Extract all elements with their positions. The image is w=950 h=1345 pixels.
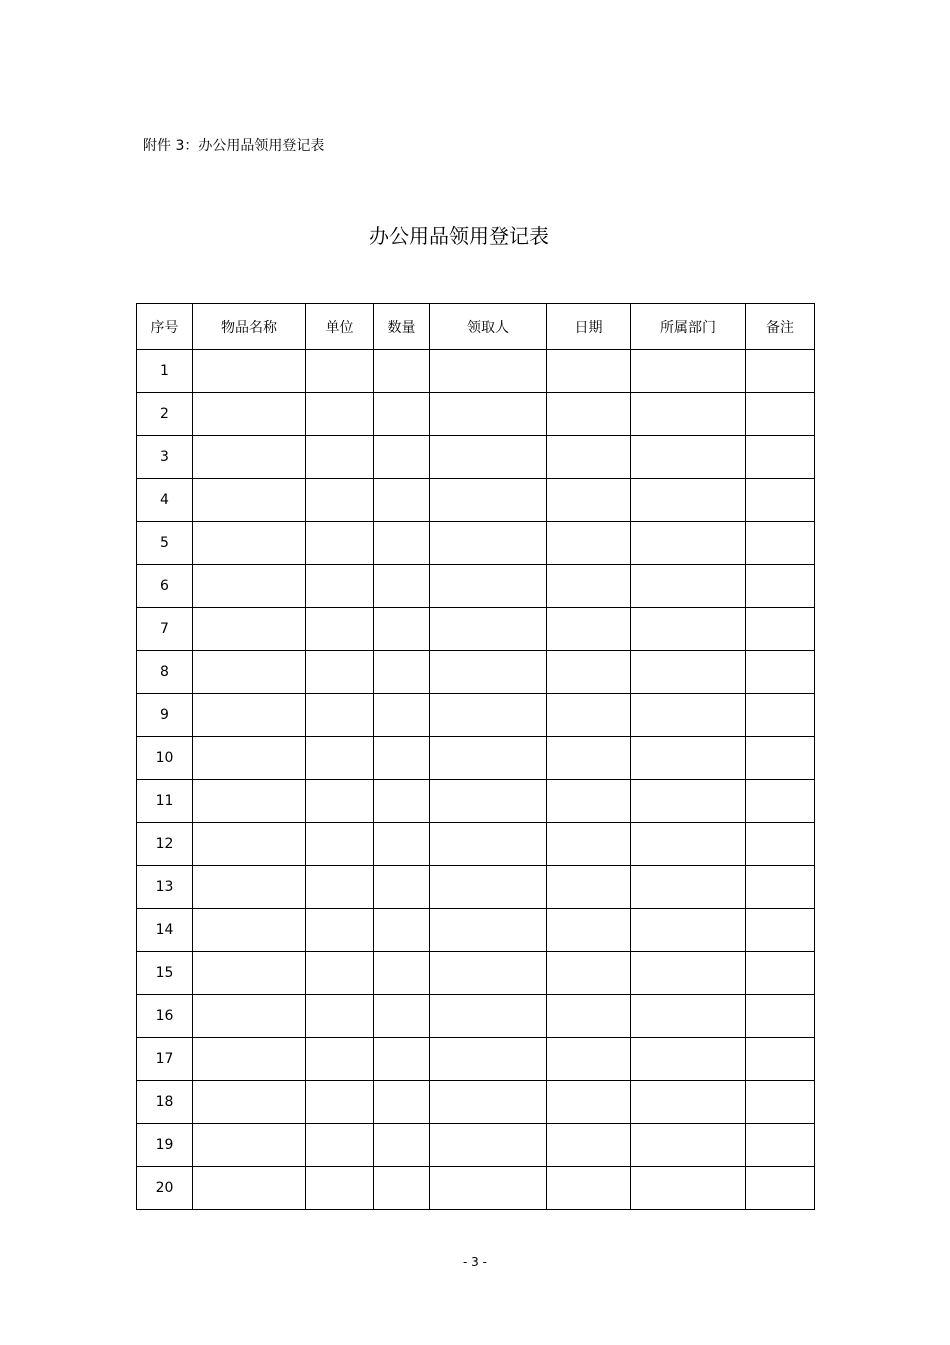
- cell-department: [631, 694, 746, 737]
- document-title: 办公用品领用登记表: [369, 224, 549, 248]
- cell-remarks: [746, 909, 815, 952]
- cell-date: [547, 479, 631, 522]
- cell-item-name: [193, 1038, 306, 1081]
- cell-quantity: [374, 909, 430, 952]
- cell-item-name: [193, 909, 306, 952]
- cell-quantity: [374, 780, 430, 823]
- cell-date: [547, 608, 631, 651]
- cell-date: [547, 522, 631, 565]
- cell-recipient: [430, 1167, 547, 1210]
- cell-serial-no: 17: [137, 1038, 193, 1081]
- cell-recipient: [430, 393, 547, 436]
- cell-department: [631, 823, 746, 866]
- cell-date: [547, 995, 631, 1038]
- table-header-row: [137, 304, 815, 350]
- cell-department: [631, 1167, 746, 1210]
- cell-remarks: [746, 995, 815, 1038]
- column-header-quantity: 数量: [374, 304, 430, 350]
- cell-unit: [306, 608, 374, 651]
- cell-recipient: [430, 1081, 547, 1124]
- office-supplies-register-table: [136, 303, 815, 1210]
- column-header-recipient: 领取人: [430, 304, 547, 350]
- cell-remarks: [746, 866, 815, 909]
- cell-date: [547, 651, 631, 694]
- page-number: - 3 -: [463, 1255, 487, 1269]
- cell-quantity: [374, 694, 430, 737]
- cell-recipient: [430, 780, 547, 823]
- table-row: [137, 1038, 815, 1081]
- cell-recipient: [430, 866, 547, 909]
- table-row: [137, 565, 815, 608]
- cell-unit: [306, 694, 374, 737]
- cell-serial-no: 7: [137, 608, 193, 651]
- cell-department: [631, 995, 746, 1038]
- cell-unit: [306, 565, 374, 608]
- cell-serial-no: 6: [137, 565, 193, 608]
- cell-quantity: [374, 565, 430, 608]
- cell-department: [631, 952, 746, 995]
- cell-recipient: [430, 350, 547, 393]
- cell-unit: [306, 1081, 374, 1124]
- cell-quantity: [374, 823, 430, 866]
- cell-item-name: [193, 565, 306, 608]
- cell-serial-no: 4: [137, 479, 193, 522]
- cell-serial-no: 5: [137, 522, 193, 565]
- cell-remarks: [746, 1038, 815, 1081]
- cell-serial-no: 8: [137, 651, 193, 694]
- cell-recipient: [430, 522, 547, 565]
- table-row: [137, 995, 815, 1038]
- cell-department: [631, 565, 746, 608]
- cell-recipient: [430, 909, 547, 952]
- cell-unit: [306, 1167, 374, 1210]
- cell-quantity: [374, 436, 430, 479]
- cell-remarks: [746, 608, 815, 651]
- table-row: [137, 823, 815, 866]
- cell-department: [631, 780, 746, 823]
- cell-quantity: [374, 608, 430, 651]
- cell-date: [547, 393, 631, 436]
- cell-remarks: [746, 694, 815, 737]
- cell-unit: [306, 350, 374, 393]
- table-row: [137, 479, 815, 522]
- cell-item-name: [193, 995, 306, 1038]
- cell-date: [547, 737, 631, 780]
- cell-serial-no: 13: [137, 866, 193, 909]
- table-row: [137, 350, 815, 393]
- cell-quantity: [374, 1038, 430, 1081]
- cell-date: [547, 823, 631, 866]
- cell-recipient: [430, 1038, 547, 1081]
- cell-remarks: [746, 651, 815, 694]
- cell-date: [547, 909, 631, 952]
- table-body: [137, 350, 815, 1210]
- cell-quantity: [374, 522, 430, 565]
- cell-department: [631, 651, 746, 694]
- cell-date: [547, 866, 631, 909]
- table-row: [137, 780, 815, 823]
- cell-department: [631, 1124, 746, 1167]
- cell-item-name: [193, 1167, 306, 1210]
- cell-remarks: [746, 479, 815, 522]
- table-row: [137, 436, 815, 479]
- cell-unit: [306, 1124, 374, 1167]
- cell-remarks: [746, 737, 815, 780]
- cell-recipient: [430, 952, 547, 995]
- cell-item-name: [193, 866, 306, 909]
- cell-item-name: [193, 608, 306, 651]
- cell-item-name: [193, 952, 306, 995]
- cell-item-name: [193, 1124, 306, 1167]
- cell-department: [631, 737, 746, 780]
- cell-recipient: [430, 995, 547, 1038]
- cell-quantity: [374, 1124, 430, 1167]
- cell-remarks: [746, 1124, 815, 1167]
- cell-unit: [306, 909, 374, 952]
- table-row: [137, 1124, 815, 1167]
- table-row: [137, 651, 815, 694]
- cell-remarks: [746, 350, 815, 393]
- cell-serial-no: 20: [137, 1167, 193, 1210]
- cell-serial-no: 15: [137, 952, 193, 995]
- cell-department: [631, 522, 746, 565]
- cell-serial-no: 10: [137, 737, 193, 780]
- table-row: [137, 909, 815, 952]
- cell-item-name: [193, 780, 306, 823]
- cell-item-name: [193, 522, 306, 565]
- cell-quantity: [374, 651, 430, 694]
- cell-department: [631, 436, 746, 479]
- cell-recipient: [430, 694, 547, 737]
- cell-item-name: [193, 479, 306, 522]
- cell-unit: [306, 479, 374, 522]
- cell-unit: [306, 823, 374, 866]
- cell-quantity: [374, 952, 430, 995]
- cell-unit: [306, 780, 374, 823]
- cell-remarks: [746, 522, 815, 565]
- cell-serial-no: 14: [137, 909, 193, 952]
- cell-recipient: [430, 651, 547, 694]
- cell-date: [547, 694, 631, 737]
- cell-quantity: [374, 1081, 430, 1124]
- cell-remarks: [746, 952, 815, 995]
- table-row: [137, 952, 815, 995]
- attachment-label: 附件 3：办公用品领用登记表: [143, 138, 325, 154]
- cell-date: [547, 565, 631, 608]
- table-row: [137, 866, 815, 909]
- cell-department: [631, 350, 746, 393]
- cell-date: [547, 952, 631, 995]
- cell-unit: [306, 1038, 374, 1081]
- table-row: [137, 1081, 815, 1124]
- table-row: [137, 608, 815, 651]
- cell-quantity: [374, 479, 430, 522]
- column-header-remarks: 备注: [746, 304, 815, 350]
- cell-quantity: [374, 995, 430, 1038]
- table-row: [137, 694, 815, 737]
- cell-unit: [306, 995, 374, 1038]
- cell-item-name: [193, 823, 306, 866]
- cell-serial-no: 9: [137, 694, 193, 737]
- cell-serial-no: 11: [137, 780, 193, 823]
- cell-remarks: [746, 393, 815, 436]
- cell-date: [547, 1167, 631, 1210]
- cell-remarks: [746, 565, 815, 608]
- cell-unit: [306, 737, 374, 780]
- cell-quantity: [374, 393, 430, 436]
- table-row: [137, 522, 815, 565]
- table-row: [137, 393, 815, 436]
- cell-department: [631, 909, 746, 952]
- cell-unit: [306, 952, 374, 995]
- cell-unit: [306, 651, 374, 694]
- cell-date: [547, 780, 631, 823]
- cell-serial-no: 19: [137, 1124, 193, 1167]
- cell-date: [547, 1081, 631, 1124]
- column-header-unit: 单位: [306, 304, 374, 350]
- cell-recipient: [430, 1124, 547, 1167]
- table-row: [137, 737, 815, 780]
- cell-department: [631, 479, 746, 522]
- cell-recipient: [430, 479, 547, 522]
- cell-serial-no: 2: [137, 393, 193, 436]
- cell-unit: [306, 436, 374, 479]
- cell-recipient: [430, 608, 547, 651]
- cell-date: [547, 1124, 631, 1167]
- cell-quantity: [374, 866, 430, 909]
- cell-serial-no: 18: [137, 1081, 193, 1124]
- column-header-serial-no: 序号: [137, 304, 193, 350]
- cell-quantity: [374, 350, 430, 393]
- cell-department: [631, 1038, 746, 1081]
- cell-item-name: [193, 1081, 306, 1124]
- cell-unit: [306, 522, 374, 565]
- cell-remarks: [746, 1167, 815, 1210]
- cell-serial-no: 16: [137, 995, 193, 1038]
- table-row: [137, 1167, 815, 1210]
- cell-recipient: [430, 823, 547, 866]
- cell-serial-no: 1: [137, 350, 193, 393]
- cell-recipient: [430, 436, 547, 479]
- cell-item-name: [193, 350, 306, 393]
- cell-quantity: [374, 1167, 430, 1210]
- cell-serial-no: 12: [137, 823, 193, 866]
- cell-department: [631, 866, 746, 909]
- cell-item-name: [193, 694, 306, 737]
- cell-remarks: [746, 1081, 815, 1124]
- column-header-date: 日期: [547, 304, 631, 350]
- column-header-department: 所属部门: [631, 304, 746, 350]
- cell-unit: [306, 393, 374, 436]
- cell-department: [631, 393, 746, 436]
- cell-department: [631, 1081, 746, 1124]
- cell-item-name: [193, 737, 306, 780]
- cell-item-name: [193, 393, 306, 436]
- cell-department: [631, 608, 746, 651]
- cell-remarks: [746, 780, 815, 823]
- cell-recipient: [430, 565, 547, 608]
- cell-unit: [306, 866, 374, 909]
- cell-remarks: [746, 823, 815, 866]
- cell-serial-no: 3: [137, 436, 193, 479]
- cell-date: [547, 1038, 631, 1081]
- cell-recipient: [430, 737, 547, 780]
- cell-quantity: [374, 737, 430, 780]
- cell-date: [547, 350, 631, 393]
- cell-date: [547, 436, 631, 479]
- column-header-item-name: 物品名称: [193, 304, 306, 350]
- cell-item-name: [193, 436, 306, 479]
- cell-item-name: [193, 651, 306, 694]
- cell-remarks: [746, 436, 815, 479]
